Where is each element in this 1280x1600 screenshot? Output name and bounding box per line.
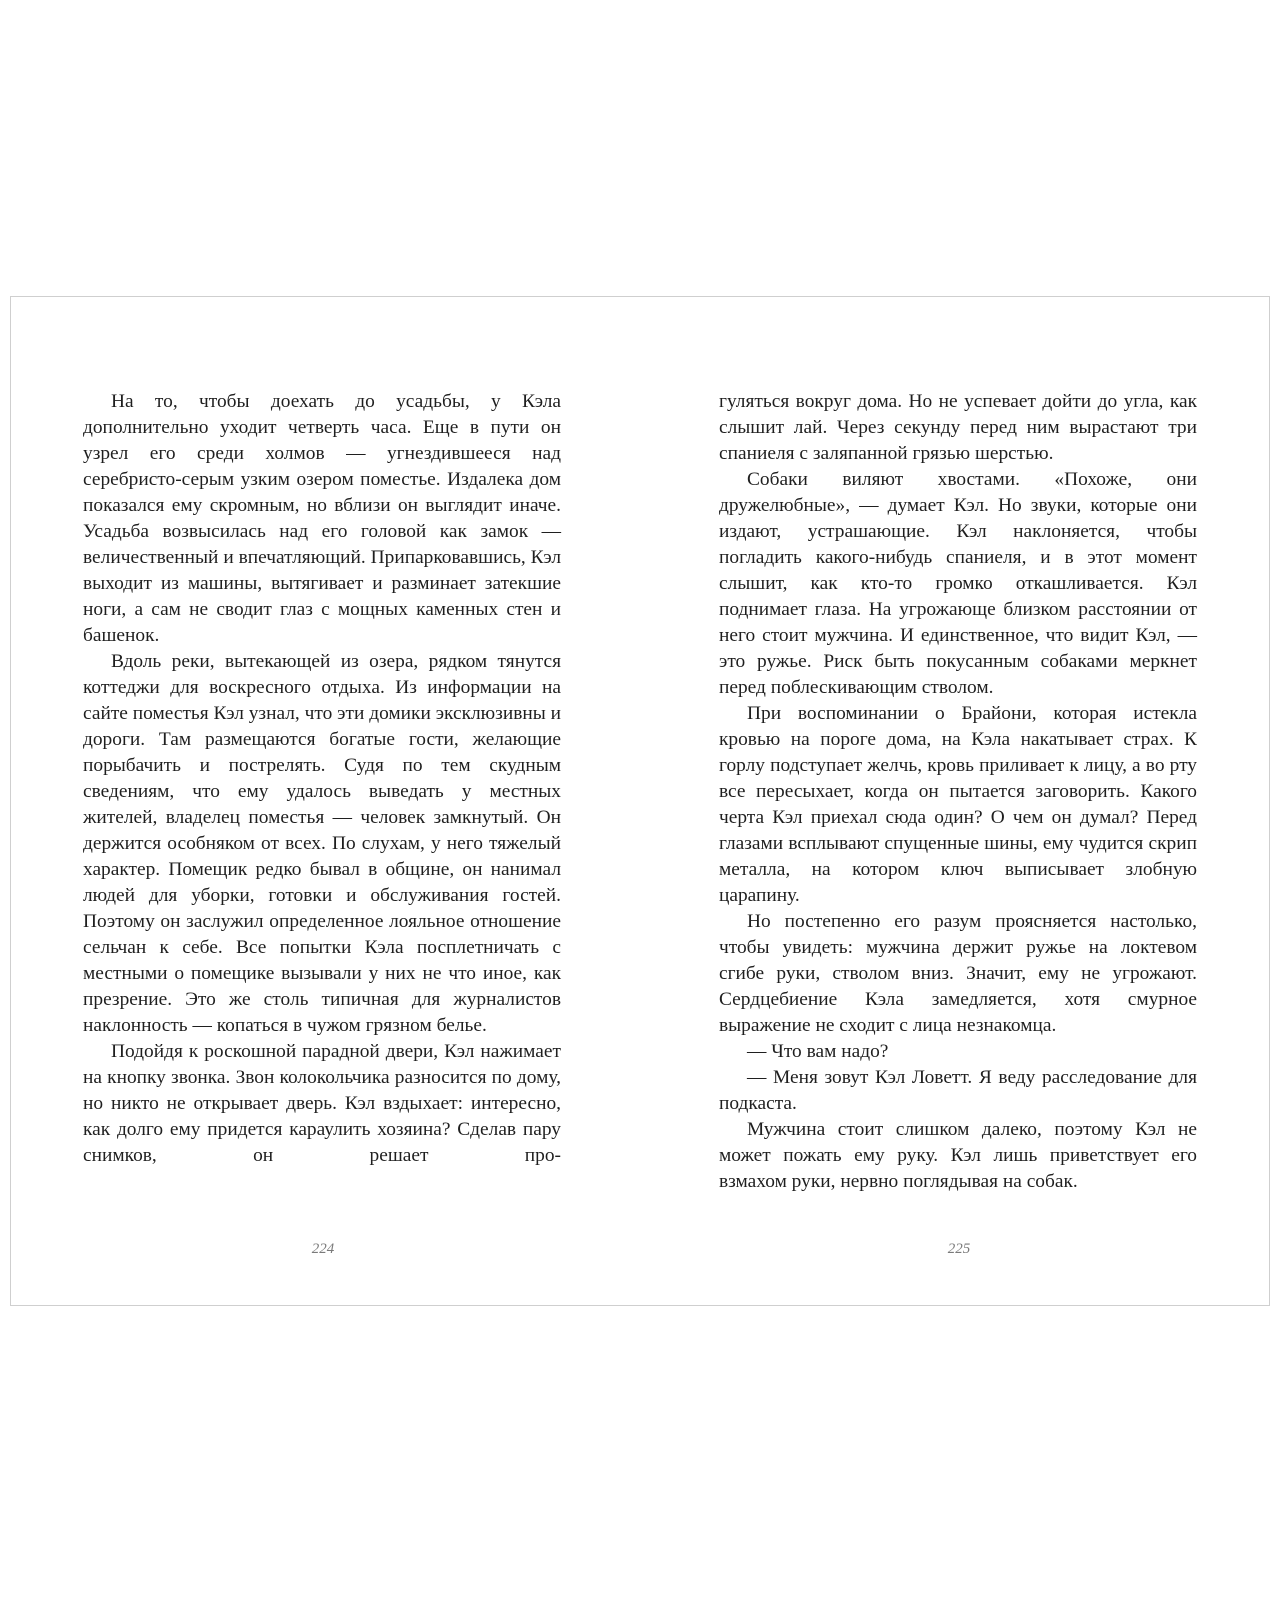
page-number-right: 225 xyxy=(947,1241,971,1257)
left-page-text xyxy=(83,389,561,1169)
paragraph: При воспоминании о Брайони, которая истекла кровью на пороге дома, на Кэла накатывает страх. К горлу подступает желчь, кровь приливает к лицу, а во рту все пересыхает, когда он пытается заговорить. Какого черта Кэл приехал сюда один? О чем он думал? Перед глазами всплывают спущенные шины, ему чудится скрип металла, на котором ключ выписывает злобную царапину. xyxy=(719,703,1197,906)
paragraph: Собаки виляют хвостами. «Похоже, они дружелюбные», — думает Кэл. Но звуки, которые они издают, устрашающие. Кэл наклоняется, чтобы погладить какого-нибудь спаниеля, и в этот момент слышит, как кто-то громко откашливается. Кэл поднимает глаза. На угрожающе близком расстоянии от него стоит мужчина. И единственное, что видит Кэл, — это ружье. Риск быть покусанным собаками меркнет перед поблескивающим стволом. xyxy=(719,469,1197,698)
paragraph: Но постепенно его разум проясняется настолько, чтобы увидеть: мужчина держит ружье на локтевом сгибе руки, стволом вниз. Значит, ему не угрожают. Сердцебиение Кэла замедляется, хотя смурное выражение не сходит с лица незнакомца. xyxy=(719,911,1197,1036)
dialogue-line: — Меня зовут Кэл Ловетт. Я веду расследование для подкаста. xyxy=(719,1067,1197,1114)
paragraph: Мужчина стоит слишком далеко, поэтому Кэл не может пожать ему руку. Кэл лишь приветствует его взмахом руки, нервно поглядывая на собак. xyxy=(719,1119,1197,1192)
paragraph: гуляться вокруг дома. Но не успевает дойти до угла, как слышит лай. Через секунду перед ним вырастают три спаниеля с заляпанной грязью шерстью. xyxy=(719,391,1197,464)
book-spread xyxy=(10,296,1270,1306)
page-number-left: 224 xyxy=(311,1241,335,1257)
right-page-text xyxy=(719,389,1197,1195)
paragraph: Вдоль реки, вытекающей из озера, рядком тянутся коттеджи для воскресного отдыха. Из информации на сайте поместья Кэл узнал, что эти домики эксклюзивны и дороги. Там размещаются богатые гости, желающие порыбачить и пострелять. Судя по тем скудным сведениям, что ему удалось выведать у местных жителей, владелец поместья — человек замкнутый. Он держится особняком от всех. По слухам, у него тяжелый характер. Помещик редко бывал в общине, он нанимал людей для уборки, готовки и обслуживания гостей. Поэтому он заслужил определенное лояльное отношение сельчан к себе. Все попытки Кэла посплетничать с местными о помещике вызывали у них не что иное, как презрение. Это же столь типичная для журналистов наклонность — копаться в чужом грязном белье. xyxy=(83,651,561,1036)
paragraph: Подойдя к роскошной парадной двери, Кэл нажимает на кнопку звонка. Звон колокольчика разносится по дому, но никто не открывает дверь. Кэл вздыхает: интересно, как долго ему придется караулить хозяина? Сделав пару снимков, он решает про- xyxy=(83,1041,561,1166)
paragraph: На то, чтобы доехать до усадьбы, у Кэла дополнительно уходит четверть часа. Еще в пути он узрел его среди холмов — угнездившееся над серебристо-серым узким озером поместье. Издалека дом показался ему скромным, но вблизи он выглядит иначе. Усадьба возвысилась над его головой как замок — величественный и впечатляющий. Припарковавшись, Кэл выходит из машины, вытягивает и разминает затекшие ноги, а сам не сводит глаз с мощных каменных стен и башенок. xyxy=(83,391,561,646)
dialogue-line: — Что вам надо? xyxy=(747,1041,889,1062)
